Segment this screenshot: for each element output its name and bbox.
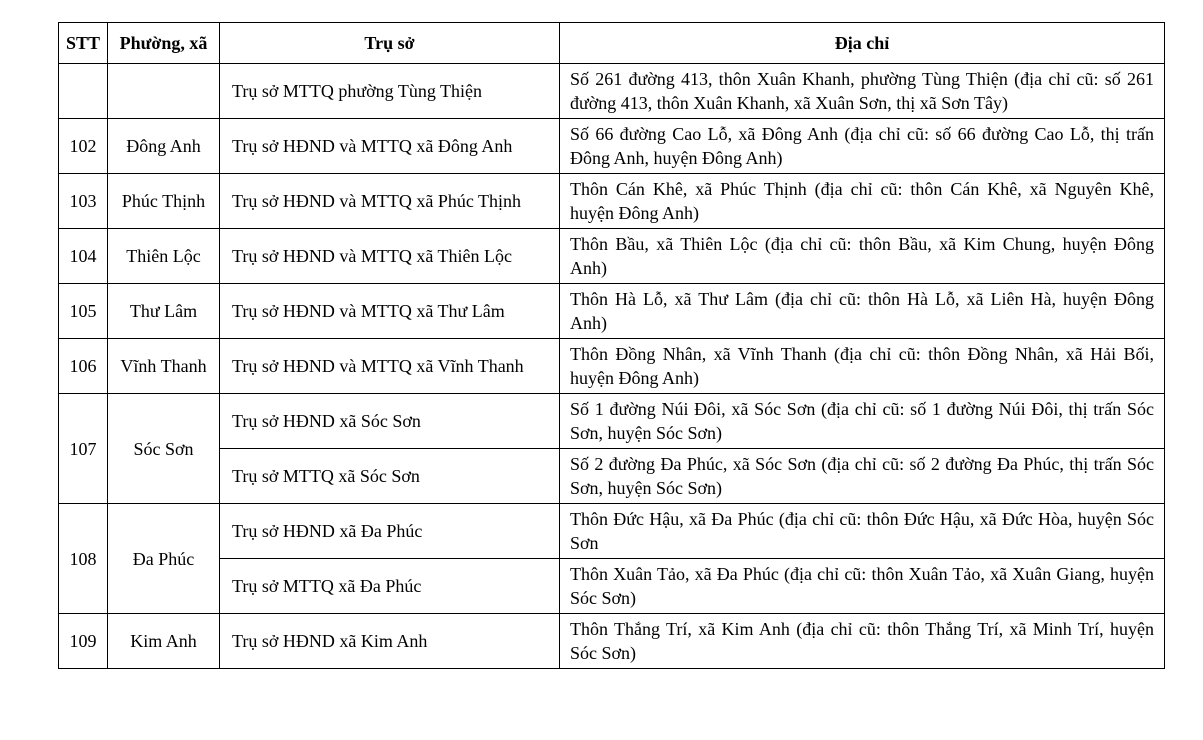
office-cell: Trụ sở MTTQ xã Đa Phúc	[220, 559, 560, 614]
address-cell: Số 1 đường Núi Đôi, xã Sóc Sơn (địa chỉ cũ: số 1 đường Núi Đôi, thị trấn Sóc Sơn, huyện Sóc Sơn)	[560, 394, 1165, 449]
address-cell: Thôn Xuân Tảo, xã Đa Phúc (địa chỉ cũ: thôn Xuân Tảo, xã Xuân Giang, huyện Sóc Sơn)	[560, 559, 1165, 614]
table-row	[59, 394, 1165, 449]
table-header-row	[59, 23, 1165, 64]
office-address-table	[58, 22, 1165, 669]
office-cell: Trụ sở HĐND và MTTQ xã Thư Lâm	[220, 284, 560, 339]
table-body	[59, 64, 1165, 669]
office-cell: Trụ sở HĐND và MTTQ xã Đông Anh	[220, 119, 560, 174]
office-cell: Trụ sở MTTQ xã Sóc Sơn	[220, 449, 560, 504]
office-cell: Trụ sở HĐND và MTTQ xã Vĩnh Thanh	[220, 339, 560, 394]
address-cell: Thôn Cán Khê, xã Phúc Thịnh (địa chỉ cũ: thôn Cán Khê, xã Nguyên Khê, huyện Đông Anh)	[560, 174, 1165, 229]
ward-cell: Kim Anh	[108, 614, 220, 669]
address-cell: Số 2 đường Đa Phúc, xã Sóc Sơn (địa chỉ cũ: số 2 đường Đa Phúc, thị trấn Sóc Sơn, huyện Sóc Sơn)	[560, 449, 1165, 504]
table-row	[59, 614, 1165, 669]
office-cell: Trụ sở HĐND và MTTQ xã Phúc Thịnh	[220, 174, 560, 229]
office-cell: Trụ sở HĐND xã Đa Phúc	[220, 504, 560, 559]
table-row	[59, 229, 1165, 284]
table-row	[59, 174, 1165, 229]
stt-cell	[59, 64, 108, 119]
stt-cell: 107	[59, 394, 108, 504]
table-row	[59, 504, 1165, 559]
header-stt: STT	[59, 23, 108, 64]
ward-cell: Đông Anh	[108, 119, 220, 174]
ward-cell: Thiên Lộc	[108, 229, 220, 284]
table-row	[59, 119, 1165, 174]
table-row	[59, 284, 1165, 339]
stt-cell: 104	[59, 229, 108, 284]
ward-cell	[108, 64, 220, 119]
table-row	[59, 559, 1165, 614]
office-cell: Trụ sở HĐND xã Kim Anh	[220, 614, 560, 669]
ward-cell: Đa Phúc	[108, 504, 220, 614]
stt-cell: 103	[59, 174, 108, 229]
document-page	[58, 22, 1165, 669]
address-cell: Thôn Thắng Trí, xã Kim Anh (địa chỉ cũ: thôn Thắng Trí, xã Minh Trí, huyện Sóc Sơn)	[560, 614, 1165, 669]
stt-cell: 108	[59, 504, 108, 614]
office-cell: Trụ sở HĐND và MTTQ xã Thiên Lộc	[220, 229, 560, 284]
address-cell: Thôn Bầu, xã Thiên Lộc (địa chỉ cũ: thôn Bầu, xã Kim Chung, huyện Đông Anh)	[560, 229, 1165, 284]
office-cell: Trụ sở MTTQ phường Tùng Thiện	[220, 64, 560, 119]
stt-cell: 106	[59, 339, 108, 394]
table-row	[59, 339, 1165, 394]
ward-cell: Thư Lâm	[108, 284, 220, 339]
address-cell: Số 261 đường 413, thôn Xuân Khanh, phường Tùng Thiện (địa chỉ cũ: số 261 đường 413, thôn Xuân Khanh, xã Xuân Sơn, thị xã Sơn Tây)	[560, 64, 1165, 119]
address-cell: Số 66 đường Cao Lỗ, xã Đông Anh (địa chỉ cũ: số 66 đường Cao Lỗ, thị trấn Đông Anh, huyện Đông Anh)	[560, 119, 1165, 174]
table-row	[59, 449, 1165, 504]
address-cell: Thôn Hà Lỗ, xã Thư Lâm (địa chỉ cũ: thôn Hà Lỗ, xã Liên Hà, huyện Đông Anh)	[560, 284, 1165, 339]
office-cell: Trụ sở HĐND xã Sóc Sơn	[220, 394, 560, 449]
stt-cell: 102	[59, 119, 108, 174]
ward-cell: Sóc Sơn	[108, 394, 220, 504]
header-ward: Phường, xã	[108, 23, 220, 64]
stt-cell: 105	[59, 284, 108, 339]
ward-cell: Phúc Thịnh	[108, 174, 220, 229]
table-row	[59, 64, 1165, 119]
header-address: Địa chỉ	[560, 23, 1165, 64]
stt-cell: 109	[59, 614, 108, 669]
address-cell: Thôn Đồng Nhân, xã Vĩnh Thanh (địa chỉ cũ: thôn Đồng Nhân, xã Hải Bối, huyện Đông Anh)	[560, 339, 1165, 394]
address-cell: Thôn Đức Hậu, xã Đa Phúc (địa chỉ cũ: thôn Đức Hậu, xã Đức Hòa, huyện Sóc Sơn	[560, 504, 1165, 559]
header-office: Trụ sở	[220, 23, 560, 64]
ward-cell: Vĩnh Thanh	[108, 339, 220, 394]
